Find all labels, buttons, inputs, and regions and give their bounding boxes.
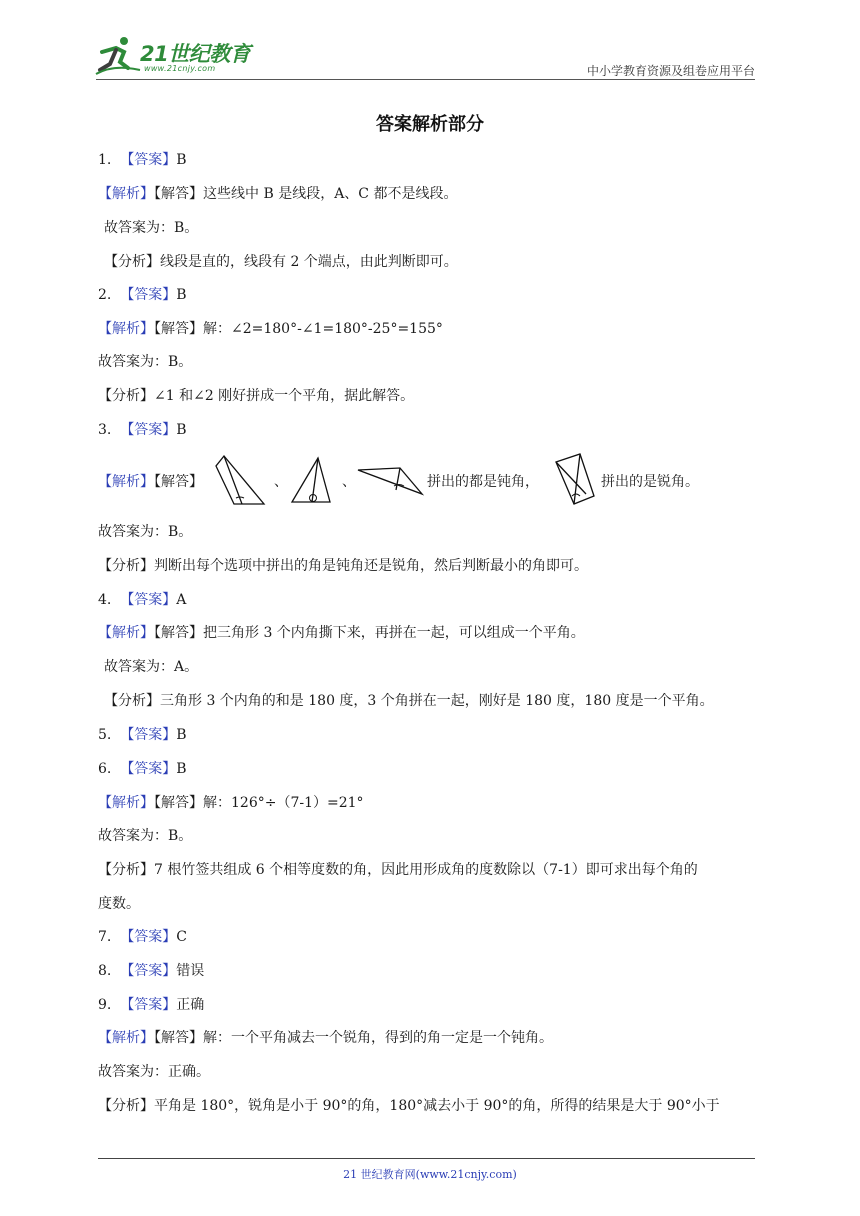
runner-logo-icon: [94, 34, 142, 78]
q4-solution: 把三角形 3 个内角撕下来，再拼在一起，可以组成一个平角。: [203, 625, 585, 641]
answer-tag: 【答案】: [120, 592, 177, 608]
q6-answer: B: [176, 761, 187, 777]
q3-obtuse-text: 拼出的都是钝角，: [427, 474, 539, 490]
header-divider: [96, 79, 755, 80]
q4-number: 4.: [98, 592, 112, 608]
q6-fenxi-line: [98, 860, 764, 880]
fenxi-tag: 【分析】: [104, 254, 160, 270]
logo: [94, 34, 264, 78]
q9-final: 故答案为：正确。: [98, 1064, 210, 1080]
q1-fenxi: 线段是直的，线段有 2 个端点，由此判断即可。: [160, 254, 458, 270]
fenxi-tag: 【分析】: [98, 862, 154, 878]
q2-number: 2.: [98, 287, 112, 303]
q6-fenxi-continued: 度数。: [98, 896, 140, 912]
q8-answer: 错误: [176, 963, 205, 979]
analysis-tag: 【解析】: [98, 625, 154, 641]
q6-solution: 解：126°÷（7-1）=21°: [203, 795, 364, 811]
q2-fenxi-line: [98, 386, 764, 406]
q3-separator-2: 、: [342, 474, 356, 490]
q3-figure-row: [98, 450, 798, 510]
q3-fenxi-line: [98, 556, 764, 576]
solution-tag: 【解答】: [154, 321, 203, 337]
q9-answer: 正确: [176, 997, 205, 1013]
page-title: 答案解析部分: [376, 114, 484, 135]
q3-number: 3.: [98, 422, 112, 438]
analysis-tag: 【解析】: [98, 474, 154, 490]
answer-tag: 【答案】: [120, 963, 177, 979]
q6-answer-line: [98, 759, 764, 779]
q8-number: 8.: [98, 963, 112, 979]
analysis-tag: 【解析】: [98, 321, 154, 337]
q6-fenxi: 7 根竹签共组成 6 个相等度数的角，因此用形成角的度数除以（7-1）即可求出每个角的: [154, 862, 698, 878]
q3-solution-tags: [98, 471, 203, 491]
q2-answer-line: [98, 285, 764, 305]
q4-fenxi-line: [104, 691, 780, 711]
q4-fenxi: 三角形 3 个内角的和是 180 度，3 个角拼在一起，刚好是 180 度，180 度是一个平角。: [160, 693, 714, 709]
page-header: [0, 0, 860, 82]
q1-fenxi-line: [104, 252, 764, 272]
answer-tag: 【答案】: [120, 422, 177, 438]
q3-answer-line: [98, 420, 764, 440]
q9-solution-line: [98, 1028, 764, 1048]
triangle-figure-2-icon: [288, 454, 334, 506]
q1-final: 故答案为：B。: [104, 220, 199, 236]
q2-fenxi: ∠1 和∠2 刚好拼成一个平角，据此解答。: [154, 388, 415, 404]
q1-answer: B: [176, 152, 187, 168]
fenxi-tag: 【分析】: [98, 388, 154, 404]
q3-acute-text: 拼出的是锐角。: [601, 474, 699, 490]
q4-final: 故答案为：A。: [104, 659, 199, 675]
fenxi-tag: 【分析】: [98, 558, 154, 574]
solution-tag: 【解答】: [154, 795, 203, 811]
analysis-tag: 【解析】: [98, 1030, 154, 1046]
q5-number: 5.: [98, 727, 112, 743]
triangle-figure-3-icon: [356, 464, 424, 496]
q9-number: 9.: [98, 997, 112, 1013]
q6-final: 故答案为：B。: [98, 828, 193, 844]
q9-fenxi-line: [98, 1096, 764, 1116]
q2-solution-line: [98, 319, 764, 339]
q7-number: 7.: [98, 929, 112, 945]
fenxi-tag: 【分析】: [104, 693, 160, 709]
answer-tag: 【答案】: [120, 929, 177, 945]
q7-answer: C: [176, 929, 187, 945]
footer-divider: [98, 1158, 755, 1159]
triangle-figure-4-icon: [552, 452, 600, 506]
q1-number: 1.: [98, 152, 112, 168]
q2-answer: B: [176, 287, 187, 303]
logo-text: 21世纪教育: [140, 42, 251, 66]
q3-separator-1: 、: [274, 474, 288, 490]
q7-answer-line: [98, 927, 764, 947]
answer-tag: 【答案】: [120, 727, 177, 743]
q3-final: 故答案为：B。: [98, 524, 193, 540]
analysis-tag: 【解析】: [98, 795, 154, 811]
q3-fenxi: 判断出每个选项中拼出的角是钝角还是锐角，然后判断最小的角即可。: [154, 558, 588, 574]
q4-answer-line: [98, 590, 764, 610]
q5-answer-line: [98, 725, 764, 745]
q9-answer-line: [98, 995, 764, 1015]
footer-link[interactable]: 21 世纪教育网(www.21cnjy.com): [343, 1168, 517, 1181]
q2-final: 故答案为：B。: [98, 354, 193, 370]
answer-tag: 【答案】: [120, 761, 177, 777]
q9-solution: 解：一个平角减去一个锐角，得到的角一定是一个钝角。: [203, 1030, 553, 1046]
q2-solution: 解：∠2=180°-∠1=180°-25°=155°: [203, 321, 443, 337]
q4-solution-line: [98, 623, 764, 643]
solution-tag: 【解答】: [154, 1030, 203, 1046]
answer-tag: 【答案】: [120, 152, 177, 168]
q9-fenxi: 平角是 180°，锐角是小于 90°的角，180°减去小于 90°的角，所得的结果是大于 90°小于: [154, 1098, 720, 1114]
triangle-figure-1-icon: [212, 452, 272, 506]
solution-tag: 【解答】: [154, 625, 203, 641]
solution-tag: 【解答】: [154, 474, 203, 490]
q6-number: 6.: [98, 761, 112, 777]
answer-tag: 【答案】: [120, 997, 177, 1013]
q1-solution: 这些线中 B 是线段，A、C 都不是线段。: [203, 186, 458, 202]
answer-tag: 【答案】: [120, 287, 177, 303]
q3-answer: B: [176, 422, 187, 438]
q8-answer-line: [98, 961, 764, 981]
q6-solution-line: [98, 793, 764, 813]
q1-solution-line: [98, 184, 764, 204]
q1-answer-line: [98, 150, 764, 170]
platform-name: 中小学教育资源及组卷应用平台: [586, 64, 755, 78]
fenxi-tag: 【分析】: [98, 1098, 154, 1114]
q5-answer: B: [176, 727, 187, 743]
solution-tag: 【解答】: [154, 186, 203, 202]
analysis-tag: 【解析】: [98, 186, 154, 202]
q4-answer: A: [176, 592, 187, 608]
logo-url: www.21cnjy.com: [144, 64, 216, 73]
